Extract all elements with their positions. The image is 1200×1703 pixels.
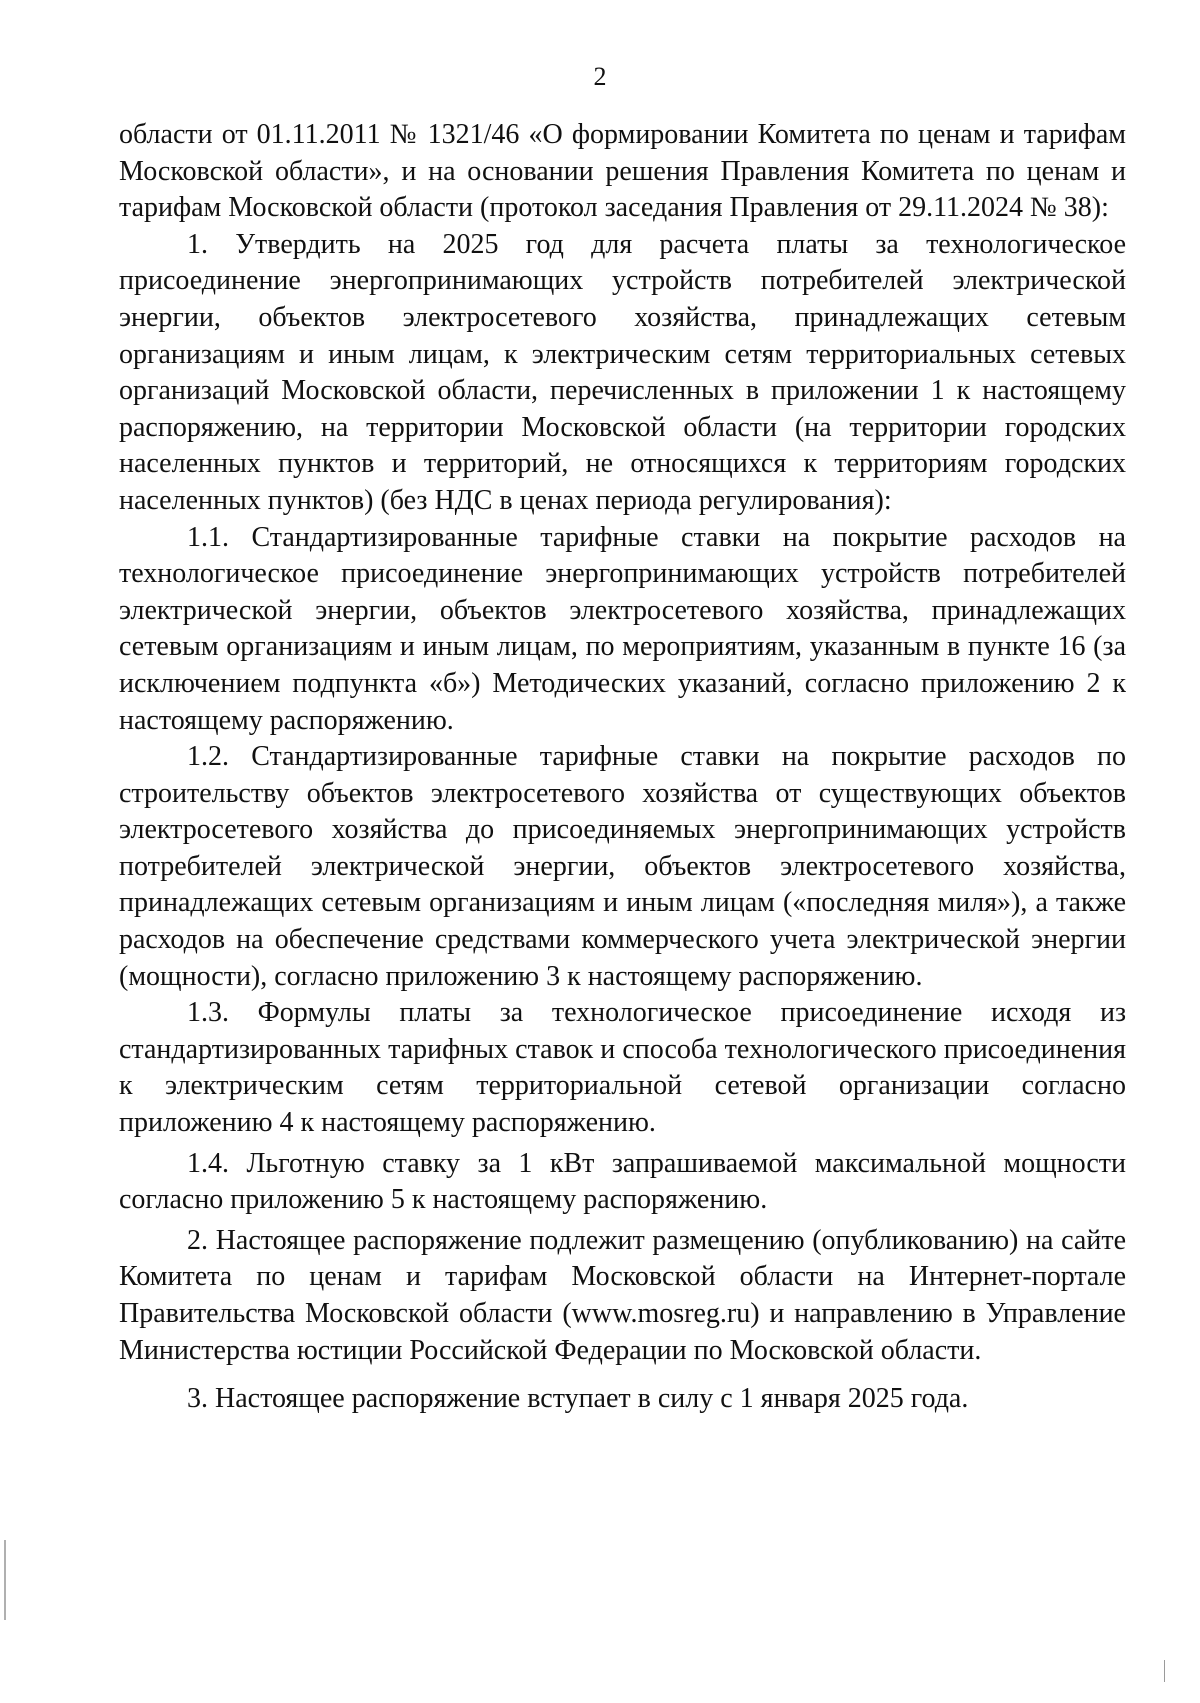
scan-edge-mark-left bbox=[4, 1540, 6, 1620]
paragraph-item-3: 3. Настоящее распоряжение вступает в силу с 1 января 2025 года. bbox=[187, 1383, 969, 1415]
paragraph-continuation: области от 01.11.2011 № 1321/46 «О формировании Комитета по ценам и тарифам Московской области», и на основании решения Правления Комитета по ценам и тарифам Московской области (протокол заседания Правления от 29.11.2024 № 38): bbox=[119, 119, 1126, 224]
paragraph-item-1-3: 1.3. Формулы платы за технологическое присоединение исходя из стандартизированных тарифных ставок и способа технологического присоединения к электрическим сетям территориальной сетевой организации согласно приложению 4 к настоящему распоряжению. bbox=[119, 997, 1126, 1139]
paragraph-item-1-1: 1.1. Стандартизированные тарифные ставки на покрытие расходов на технологическое присоединение энергопринимающих устройств потребителей электрической энергии, объектов электросетевого хозяйства, принадлежащих сетевым организациям и иным лицам, по мероприятиям, указанным в пункте 16 (за исключением подпункта «б») Методических указаний, согласно приложению 2 к настоящему распоряжению. bbox=[119, 521, 1126, 736]
scan-edge-mark-right bbox=[1164, 1660, 1165, 1682]
paragraph-item-1: 1. Утвердить на 2025 год для расчета платы за технологическое присоединение энергопринимающих устройств потребителей электрической энергии, объектов электросетевого хозяйства, принадлежащих сетевым организациям и иным лицам, к электрическим сетям территориальных сетевых организаций Московской области, перечисленных в приложении 1 к настоящему распоряжению, на территории Московской области (на территории городских населенных пунктов и территорий, не относящихся к территориям городских населенных пунктов) (без НДС в ценах периода регулирования): bbox=[119, 228, 1126, 516]
page-number: 2 bbox=[593, 62, 607, 91]
document-body bbox=[119, 117, 1126, 1418]
paragraph-item-2: 2. Настоящее распоряжение подлежит размещению (опубликованию) на сайте Комитета по ценам и тарифам Московской области на Интернет-портале Правительства Московской области (www.mosreg.ru) и направлению в Управление Министерства юстиции Российской Федерации по Московской области. bbox=[119, 1224, 1126, 1366]
paragraph-item-1-2: 1.2. Стандартизированные тарифные ставки на покрытие расходов по строительству объектов электросетевого хозяйства от существующих объектов электросетевого хозяйства до присоединяемых энергопринимающих устройств потребителей электрической энергии, объектов электросетевого хозяйства, принадлежащих сетевым организациям и иным лицам («последняя миля»), а также расходов на обеспечение средствами коммерческого учета электрической энергии (мощности), согласно приложению 3 к настоящему распоряжению. bbox=[119, 741, 1126, 992]
paragraph-item-1-4: 1.4. Льготную ставку за 1 кВт запрашиваемой максимальной мощности согласно приложению 5 к настоящему распоряжению. bbox=[119, 1147, 1126, 1216]
